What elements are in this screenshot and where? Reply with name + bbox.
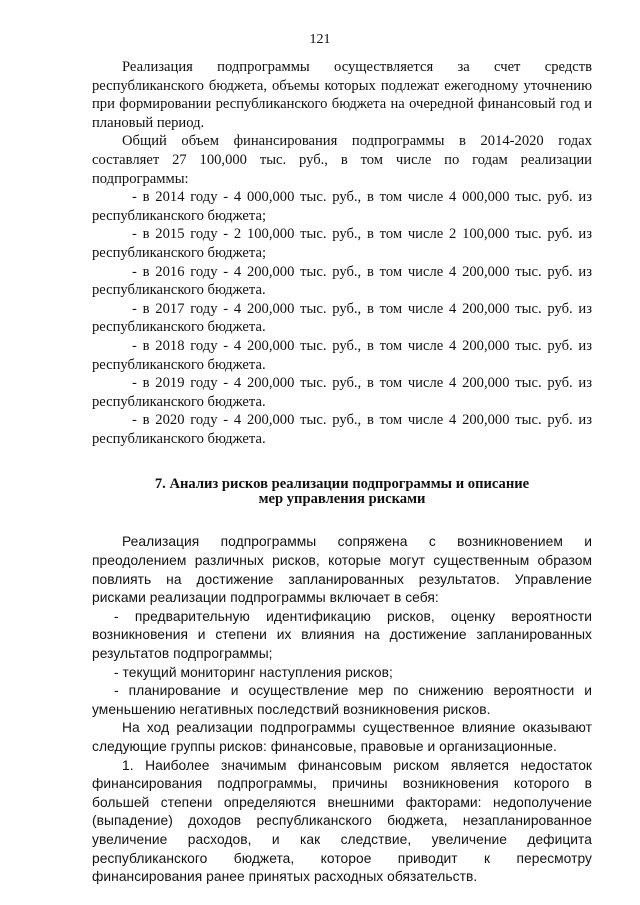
- funding-year-2014: - в 2014 году - 4 000,000 тыс. руб., в том числе 4 000,000 тыс. руб. из республиканского бюджета;: [92, 189, 592, 224]
- funding-year-2015: - в 2015 году - 2 100,000 тыс. руб., в том числе 2 100,000 тыс. руб. из республиканского бюджета;: [92, 226, 592, 261]
- paragraph-financial-risk: 1. Наиболее значимым финансовым риском является недостаток финансирования подпрограммы, причины возникновения которого в большей степени определяются внешними факторами: недополучение (выпадение) доходов республиканского бюджета, незапланированное увеличение расходов, и как следствие, увеличение дефицита республиканского бюджета, которое приводит к пересмотру финансирования ранее принятых расходных обязательств.: [92, 757, 592, 885]
- funding-year-2019: - в 2019 году - 4 200,000 тыс. руб., в том числе 4 200,000 тыс. руб. из республиканского бюджета.: [92, 375, 592, 410]
- document-body: [92, 58, 592, 887]
- paragraph-total-funding: Общий объем финансирования подпрограммы в 2014-2020 годах составляет 27 100,000 тыс. руб., в том числе по годам реализации подпрограммы:: [92, 133, 592, 187]
- section-title: [92, 477, 592, 507]
- paragraph-funding-source: Реализация подпрограммы осуществляется за счет средств республиканского бюджета, объемы которых подлежат ежегодному уточнению при формировании республиканского бюджета на очередной финансовый год и плановый период.: [92, 59, 592, 131]
- funding-year-2018: - в 2018 году - 4 200,000 тыс. руб., в том числе 4 200,000 тыс. руб. из республиканского бюджета.: [92, 337, 592, 373]
- risk-section-body: [92, 533, 592, 886]
- funding-year-2017: - в 2017 году - 4 200,000 тыс. руб., в том числе 4 200,000 тыс. руб. из республиканского бюджета.: [92, 300, 592, 336]
- funding-year-2016: - в 2016 году - 4 200,000 тыс. руб., в том числе 4 200,000 тыс. руб. из республиканского бюджета.: [92, 263, 592, 299]
- risk-item-planning: - планирование и осуществление мер по снижению вероятности и уменьшению негативных последствий возникновения рисков.: [92, 683, 592, 717]
- risk-item-identification: - предварительную идентификацию рисков, оценку вероятности возникновения и степени их влияния на достижение запланированных результатов подпрограммы;: [92, 608, 592, 662]
- paragraph-risk-groups: На ход реализации подпрограммы существенное влияние оказывают следующие группы рисков: финансовые, правовые и организационные.: [92, 720, 592, 754]
- section-title-line-2: мер управления рисками: [258, 491, 426, 508]
- funding-year-2020: - в 2020 году - 4 200,000 тыс. руб., в том числе 4 200,000 тыс. руб. из республиканского бюджета.: [92, 412, 592, 447]
- section-title-line-1: 7. Анализ рисков реализации подпрограммы и описание: [154, 476, 530, 493]
- page-number: 121: [309, 32, 331, 47]
- spacer: [92, 507, 592, 533]
- paragraph-risk-intro: Реализация подпрограммы сопряжена с возникновением и преодолением различных рисков, которые могут существенным образом повлиять на достижение запланированных результатов. Управление рисками реализации подпрограммы включает в себя:: [92, 534, 592, 606]
- risk-item-monitoring: - текущий мониторинг наступления рисков;: [114, 664, 393, 680]
